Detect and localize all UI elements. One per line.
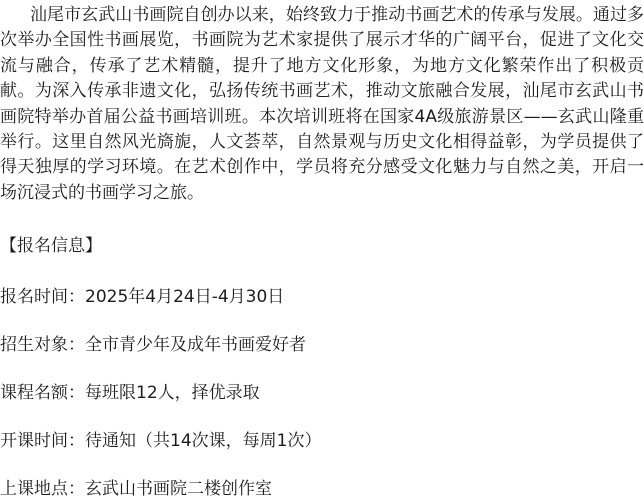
info-line-registration-time — [0, 285, 644, 310]
info-value-class-quota: 每班限12人，择优录取 — [85, 383, 260, 404]
info-value-target-audience: 全市青少年及成年书画爱好者 — [85, 335, 306, 356]
info-line-class-quota — [0, 381, 644, 406]
info-label-class-quota: 课程名额： — [0, 383, 85, 404]
info-value-class-location: 玄武山书画院二楼创作室 — [85, 479, 272, 500]
info-label-class-start-time: 开课时间： — [0, 431, 85, 452]
info-line-class-location — [0, 477, 644, 501]
info-value-class-start-time: 待通知（共14次课，每周1次） — [85, 431, 322, 452]
info-label-registration-time: 报名时间： — [0, 287, 85, 308]
info-line-class-start-time — [0, 429, 644, 454]
info-value-registration-time: 2025年4月24日-4月30日 — [85, 287, 285, 308]
info-label-class-location: 上课地点： — [0, 479, 85, 500]
section-header-registration-info: 【报名信息】 — [0, 236, 102, 257]
info-line-target-audience — [0, 333, 644, 358]
info-label-target-audience: 招生对象： — [0, 335, 85, 356]
intro-paragraph: 汕尾市玄武山书画院自创办以来，始终致力于推动书画艺术的传承与发展。通过多次举办全国性书画展览，书画院为艺术家提供了展示才华的广阔平台，促进了文化交流与融合，传承了艺术精髓，提升了地方文化形象，为地方文化繁荣作出了积极贡献。为深入传承非遗文化，弘扬传统书画艺术，推动文旅融合发展，汕尾市玄武山书画院特举办首届公益书画培训班。本次培训班将在国家4A级旅游景区——玄武山隆重举行。这里自然风光旖旎，人文荟萃，自然景观与历史文化相得益彰，为学员提供了得天独厚的学习环境。在艺术创作中，学员将充分感受文化魅力与自然之美，开启一场沉浸式的书画学习之旅。 — [0, 5, 644, 203]
